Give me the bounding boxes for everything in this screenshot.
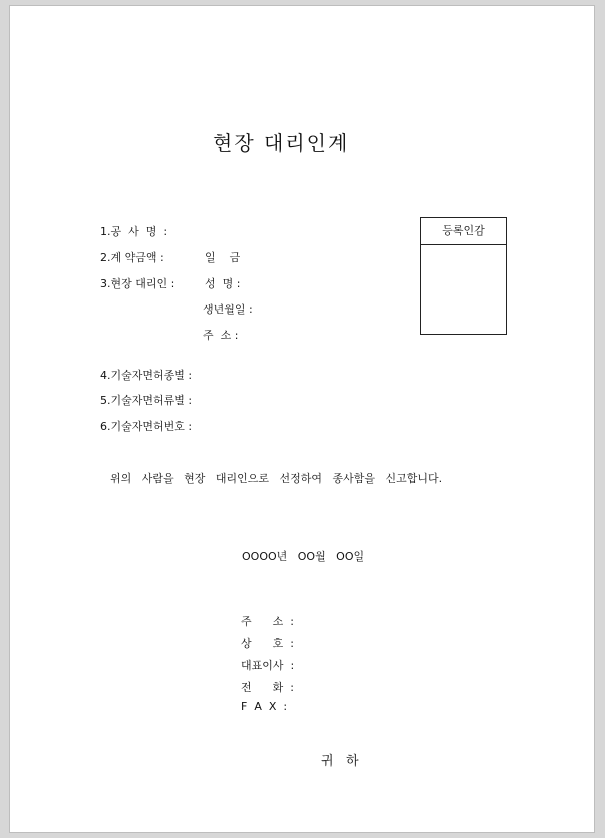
company-address: 주 소 : — [241, 615, 294, 628]
company-fax: F A X : — [241, 700, 288, 713]
field-birth-date: 생년월일 : — [203, 303, 253, 316]
field-agent-name: 성 명 : — [205, 277, 241, 290]
field-agent-address: 주 소 : — [203, 329, 239, 342]
declaration-date: OOOO년 OO월 OO일 — [242, 550, 365, 563]
registered-seal-label: 등록인감 — [421, 218, 506, 245]
field-contract-amount: 2.계 약금액 : — [100, 251, 164, 264]
field-site-agent: 3.현장 대리인 : — [100, 277, 175, 290]
company-phone: 전 화 : — [241, 681, 294, 694]
field-site-name: 1.공 사 명 : — [100, 225, 168, 238]
company-ceo: 대표이사 : — [241, 659, 295, 672]
company-name: 상 호 : — [241, 637, 294, 650]
recipient-suffix: 귀 하 — [321, 754, 359, 769]
field-license-kind: 5.기술자면허류별 : — [100, 394, 193, 407]
field-license-number: 6.기술자면허번호 : — [100, 420, 193, 433]
declaration-statement: 위의 사람을 현장 대리인으로 선정하여 종사함을 신고합니다. — [110, 472, 443, 485]
field-amount-prefix: 일 금 — [205, 251, 241, 264]
field-license-type: 4.기술자면허종별 : — [100, 369, 193, 382]
registered-seal-box — [420, 217, 507, 335]
document-title: 현장 대리인계 — [213, 131, 350, 155]
document-page — [10, 6, 594, 832]
